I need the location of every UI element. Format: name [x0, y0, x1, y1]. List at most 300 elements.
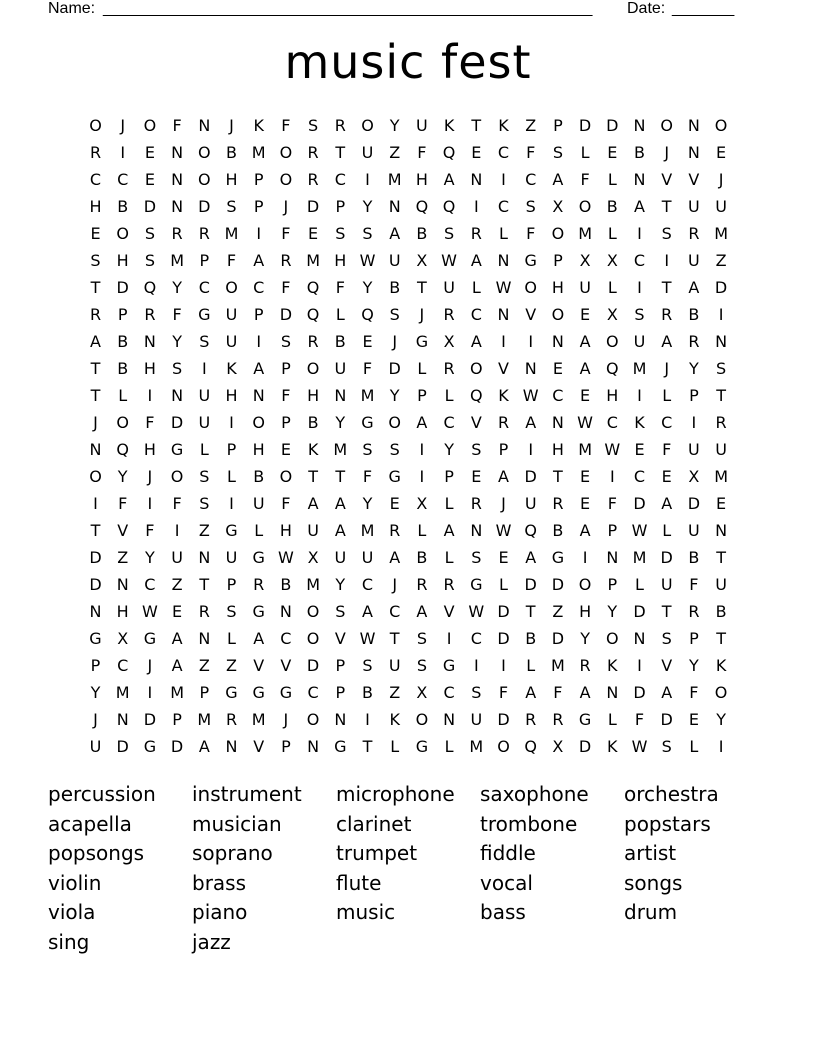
grid-letter: N [633, 170, 646, 189]
grid-letter: T [471, 116, 482, 135]
grid-letter: H [116, 251, 129, 270]
grid-letter: Q [306, 278, 320, 297]
grid-letter: G [578, 710, 592, 729]
grid-letter: K [498, 116, 509, 135]
grid-letter: J [664, 359, 670, 378]
grid-letter: Q [415, 197, 429, 216]
grid-letter: D [497, 710, 510, 729]
grid-letter: F [172, 305, 182, 324]
grid-letter: E [498, 548, 509, 567]
grid-letter: N [470, 170, 483, 189]
grid-letter: M [578, 224, 592, 243]
grid-letter: W [631, 521, 648, 540]
grid-letter: S [172, 359, 183, 378]
grid-letter: L [444, 548, 454, 567]
grid-letter: A [525, 683, 537, 702]
grid-row [82, 112, 742, 139]
grid-letter: S [471, 683, 482, 702]
grid-letter: G [361, 413, 374, 432]
grid-letter: N [633, 116, 646, 135]
grid-letter: L [471, 278, 481, 297]
grid-letter: R [443, 305, 455, 324]
grid-letter: W [277, 548, 294, 567]
grid-letter: P [689, 629, 699, 648]
grid-row [82, 301, 742, 328]
grid-letter: L [444, 737, 454, 756]
grid-letter: N [171, 170, 184, 189]
grid-letter: F [689, 683, 699, 702]
grid-letter: C [443, 683, 455, 702]
word-bank-item: microphone [336, 782, 455, 806]
grid-letter: Z [198, 521, 210, 540]
grid-letter: F [145, 413, 155, 432]
grid-letter: I [120, 143, 126, 162]
grid-letter: J [147, 467, 153, 486]
grid-letter: E [580, 494, 591, 513]
grid-letter: D [660, 710, 673, 729]
grid-letter: Q [306, 305, 320, 324]
grid-letter: I [637, 224, 642, 243]
word-bank-item: popstars [624, 811, 711, 836]
grid-letter: A [389, 224, 401, 243]
grid-letter: N [198, 629, 211, 648]
grid-letter: G [225, 683, 238, 702]
grid-letter: V [498, 359, 509, 378]
grid-letter: K [307, 440, 319, 459]
grid-letter: L [417, 521, 427, 540]
grid-letter: F [335, 278, 345, 297]
grid-letter: A [470, 332, 482, 351]
grid-letter: F [580, 170, 590, 189]
grid-row [82, 733, 742, 760]
grid-letter: Q [470, 386, 483, 405]
grid-letter: L [662, 386, 672, 405]
grid-letter: K [498, 386, 509, 405]
grid-letter: A [579, 521, 591, 540]
grid-letter: I [501, 656, 506, 675]
grid-letter: M [197, 710, 212, 729]
grid-letter: B [416, 224, 428, 243]
grid-letter: G [170, 440, 184, 459]
grid-letter: D [497, 629, 510, 648]
word-bank-item: acapella [48, 811, 132, 836]
date-label: Date: [627, 0, 666, 17]
grid-letter: J [93, 710, 98, 729]
word-bank-item: fiddle [480, 841, 536, 865]
grid-letter: S [416, 656, 427, 675]
grid-letter: D [633, 602, 646, 621]
grid-letter: T [335, 467, 346, 486]
grid-letter: S [525, 197, 536, 216]
word-bank-item: flute [336, 870, 382, 895]
grid-letter: O [714, 116, 728, 135]
grid-letter: Y [335, 413, 346, 432]
grid-letter: T [90, 521, 101, 540]
grid-letter: J [501, 494, 506, 513]
grid-letter: U [252, 494, 265, 513]
grid-letter: E [308, 224, 319, 243]
grid-letter: O [170, 467, 184, 486]
grid-letter: R [688, 224, 700, 243]
grid-letter: A [253, 359, 265, 378]
grid-letter: D [551, 575, 565, 594]
grid-letter: N [606, 548, 619, 567]
grid-letter: F [118, 494, 128, 513]
grid-row [82, 571, 742, 598]
grid-letter: B [634, 143, 645, 162]
grid-letter: D [170, 737, 184, 756]
grid-letter: X [606, 305, 618, 324]
grid-row [82, 706, 742, 733]
grid-letter: G [252, 683, 265, 702]
grid-letter: P [226, 440, 237, 459]
grid-letter: I [718, 305, 724, 324]
grid-letter: A [443, 521, 455, 540]
grid-letter: R [280, 251, 292, 270]
grid-letter: S [444, 224, 455, 243]
grid-letter: A [253, 251, 265, 270]
grid-letter: D [170, 413, 184, 432]
grid-letter: U [198, 413, 211, 432]
grid-letter: F [281, 116, 291, 135]
word-bank-item: vocal [480, 870, 533, 895]
grid-letter: X [552, 737, 564, 756]
grid-letter: H [415, 170, 428, 189]
grid-letter: J [392, 575, 398, 594]
grid-letter: R [307, 332, 319, 351]
grid-letter: I [365, 170, 370, 189]
word-bank-item: saxophone [480, 782, 589, 806]
grid-letter: U [198, 386, 211, 405]
grid-letter: E [172, 602, 183, 621]
grid-letter: I [664, 251, 670, 270]
grid-letter: M [251, 710, 266, 729]
grid-letter: M [306, 575, 320, 594]
grid-letter: F [526, 224, 536, 243]
word-bank-item: drum [624, 900, 678, 924]
grid-letter: W [604, 440, 621, 459]
grid-letter: D [687, 494, 701, 513]
grid-letter: U [443, 278, 455, 297]
grid-letter: C [443, 413, 455, 432]
grid-letter: I [473, 656, 479, 675]
grid-letter: F [498, 683, 509, 702]
grid-letter: O [225, 278, 238, 297]
grid-letter: S [634, 305, 645, 324]
grid-letter: Q [116, 440, 129, 459]
grid-letter: I [501, 332, 506, 351]
grid-letter: R [253, 575, 265, 594]
grid-letter: A [416, 602, 428, 621]
grid-letter: R [525, 710, 537, 729]
grid-letter: X [416, 494, 428, 513]
grid-letter: Q [442, 143, 456, 162]
grid-letter: E [607, 143, 618, 162]
grid-row [82, 166, 742, 193]
grid-letter: K [607, 656, 618, 675]
grid-letter: R [307, 170, 319, 189]
grid-letter: N [171, 143, 184, 162]
grid-letter: P [335, 197, 346, 216]
grid-letter: B [688, 548, 700, 567]
grid-letter: U [334, 359, 347, 378]
grid-letter: C [144, 575, 156, 594]
grid-letter: B [117, 197, 129, 216]
grid-letter: P [226, 575, 237, 594]
grid-letter: L [580, 143, 590, 162]
grid-letter: D [633, 494, 646, 513]
grid-row [82, 247, 742, 274]
grid-letter: R [334, 116, 346, 135]
grid-letter: X [307, 548, 319, 567]
grid-letter: N [551, 413, 564, 432]
grid-letter: D [714, 278, 728, 297]
grid-letter: S [144, 251, 155, 270]
word-bank-item: brass [192, 870, 247, 895]
grid-letter: J [718, 170, 724, 189]
grid-letter: U [225, 305, 238, 324]
grid-letter: R [579, 656, 591, 675]
grid-letter: M [469, 737, 484, 756]
grid-letter: B [606, 197, 618, 216]
grid-letter: N [470, 521, 483, 540]
grid-letter: T [661, 278, 672, 297]
grid-letter: R [688, 332, 700, 351]
grid-letter: U [171, 548, 183, 567]
grid-letter: A [525, 548, 537, 567]
grid-letter: S [362, 656, 373, 675]
grid-letter: V [280, 656, 292, 675]
grid-letter: B [307, 413, 319, 432]
word-bank-item: popsongs [48, 841, 145, 865]
word-bank-item: trumpet [336, 841, 418, 865]
grid-letter: N [687, 143, 700, 162]
grid-letter: G [252, 602, 265, 621]
grid-letter: L [526, 656, 536, 675]
grid-letter: Q [442, 197, 456, 216]
grid-letter: S [389, 440, 400, 459]
grid-letter: N [89, 440, 102, 459]
grid-letter: F [145, 521, 155, 540]
grid-letter: K [226, 359, 237, 378]
grid-row [82, 625, 742, 652]
grid-letter: D [89, 548, 102, 567]
grid-letter: G [524, 251, 537, 270]
grid-letter: O [361, 116, 374, 135]
grid-letter: O [578, 575, 592, 594]
grid-letter: F [226, 251, 237, 270]
grid-letter: F [172, 494, 182, 513]
grid-letter: Q [524, 521, 537, 540]
grid-letter: G [225, 521, 238, 540]
grid-letter: O [306, 602, 320, 621]
grid-letter: Y [362, 197, 373, 216]
grid-letter: N [334, 710, 347, 729]
grid-letter: I [147, 494, 153, 513]
grid-letter: J [229, 116, 234, 135]
grid-letter: A [525, 413, 537, 432]
grid-letter: M [115, 683, 130, 702]
grid-letter: U [715, 440, 727, 459]
grid-letter: D [116, 737, 129, 756]
grid-letter: R [661, 305, 673, 324]
grid-letter: O [578, 197, 592, 216]
grid-letter: I [147, 683, 153, 702]
grid-letter: R [552, 710, 564, 729]
grid-letter: H [252, 440, 265, 459]
grid-letter: V [525, 305, 537, 324]
grid-letter: F [553, 683, 563, 702]
grid-letter: T [90, 386, 101, 405]
grid-letter: L [335, 305, 345, 324]
grid-letter: Y [689, 656, 699, 675]
grid-letter: L [227, 629, 236, 648]
grid-letter: A [634, 197, 645, 216]
grid-letter: I [501, 170, 506, 189]
grid-letter: Y [389, 386, 400, 405]
grid-letter: M [170, 683, 184, 702]
grid-letter: H [143, 359, 156, 378]
grid-letter: Z [715, 251, 727, 270]
grid-letter: D [551, 629, 565, 648]
grid-row [82, 598, 742, 625]
grid-row [82, 193, 742, 220]
grid-letter: V [253, 656, 265, 675]
grid-letter: L [662, 521, 672, 540]
grid-letter: W [495, 521, 512, 540]
grid-letter: H [579, 602, 592, 621]
grid-letter: P [253, 197, 264, 216]
grid-letter: U [388, 251, 401, 270]
grid-letter: C [470, 305, 482, 324]
grid-letter: K [443, 116, 455, 135]
grid-letter: S [199, 494, 210, 513]
grid-letter: U [688, 251, 700, 270]
grid-letter: E [471, 467, 482, 486]
word-bank-item: jazz [192, 929, 231, 954]
grid-letter: J [283, 710, 289, 729]
grid-row [82, 274, 742, 301]
grid-letter: C [661, 413, 673, 432]
word-bank-item: clarinet [336, 811, 412, 836]
grid-letter: C [633, 467, 646, 486]
grid-letter: U [225, 332, 238, 351]
grid-letter: D [497, 602, 510, 621]
grid-letter: U [89, 737, 102, 756]
grid-letter: T [90, 359, 101, 378]
grid-letter: H [225, 386, 238, 405]
grid-letter: A [198, 737, 210, 756]
grid-letter: Z [389, 143, 401, 162]
grid-letter: T [90, 278, 101, 297]
grid-letter: C [253, 278, 265, 297]
grid-letter: S [716, 359, 727, 378]
grid-letter: N [524, 359, 537, 378]
grid-letter: M [251, 143, 266, 162]
grid-letter: B [552, 521, 564, 540]
grid-letter: W [495, 278, 512, 297]
grid-letter: R [470, 494, 482, 513]
grid-letter: B [253, 467, 265, 486]
grid-letter: A [307, 494, 319, 513]
grid-letter: Y [580, 629, 590, 648]
grid-letter: T [417, 278, 427, 297]
grid-letter: R [307, 143, 319, 162]
grid-letter: L [635, 575, 644, 594]
grid-letter: G [143, 737, 157, 756]
word-search-grid [82, 112, 742, 760]
grid-letter: U [579, 278, 591, 297]
grid-row [82, 517, 742, 544]
grid-letter: N [551, 332, 564, 351]
grid-letter: E [580, 305, 591, 324]
grid-letter: Z [226, 656, 237, 675]
grid-letter: U [416, 116, 428, 135]
grid-letter: O [388, 413, 401, 432]
grid-letter: O [116, 224, 129, 243]
grid-letter: R [497, 413, 510, 432]
grid-letter: N [89, 602, 102, 621]
grid-letter: H [89, 197, 102, 216]
grid-letter: A [470, 251, 482, 270]
grid-letter: G [198, 305, 211, 324]
grid-letter: U [660, 575, 673, 594]
grid-letter: E [580, 386, 591, 405]
grid-letter: I [365, 710, 370, 729]
grid-letter: A [416, 413, 428, 432]
grid-letter: C [606, 413, 618, 432]
grid-letter: L [254, 521, 264, 540]
grid-letter: G [470, 575, 483, 594]
grid-letter: C [361, 575, 374, 594]
grid-letter: C [633, 251, 646, 270]
grid-letter: D [306, 656, 320, 675]
word-bank-item: bass [480, 900, 526, 924]
grid-letter: S [661, 224, 672, 243]
grid-letter: T [199, 575, 210, 594]
grid-letter: E [144, 143, 155, 162]
grid-letter: E [716, 494, 727, 513]
grid-letter: F [662, 440, 672, 459]
grid-letter: M [714, 224, 728, 243]
grid-letter: N [334, 386, 347, 405]
word-bank-item: music [336, 900, 396, 924]
grid-letter: Q [524, 737, 537, 756]
grid-row [82, 220, 742, 247]
grid-letter: A [579, 683, 591, 702]
grid-letter: W [577, 413, 593, 432]
grid-letter: O [306, 359, 320, 378]
grid-letter: D [143, 710, 157, 729]
grid-letter: A [443, 170, 455, 189]
grid-letter: F [526, 143, 536, 162]
grid-letter: E [362, 332, 373, 351]
grid-letter: G [415, 737, 429, 756]
grid-letter: V [470, 413, 482, 432]
grid-letter: P [253, 170, 264, 189]
grid-letter: M [632, 359, 647, 378]
grid-letter: N [198, 116, 211, 135]
grid-letter: X [416, 683, 428, 702]
grid-letter: P [335, 656, 346, 675]
grid-letter: U [524, 494, 537, 513]
grid-letter: T [389, 629, 400, 648]
grid-letter: F [281, 494, 291, 513]
grid-letter: P [689, 386, 699, 405]
grid-letter: Y [362, 494, 373, 513]
name-field-line: _______________________________________________________ [103, 0, 593, 17]
grid-letter: D [578, 737, 592, 756]
